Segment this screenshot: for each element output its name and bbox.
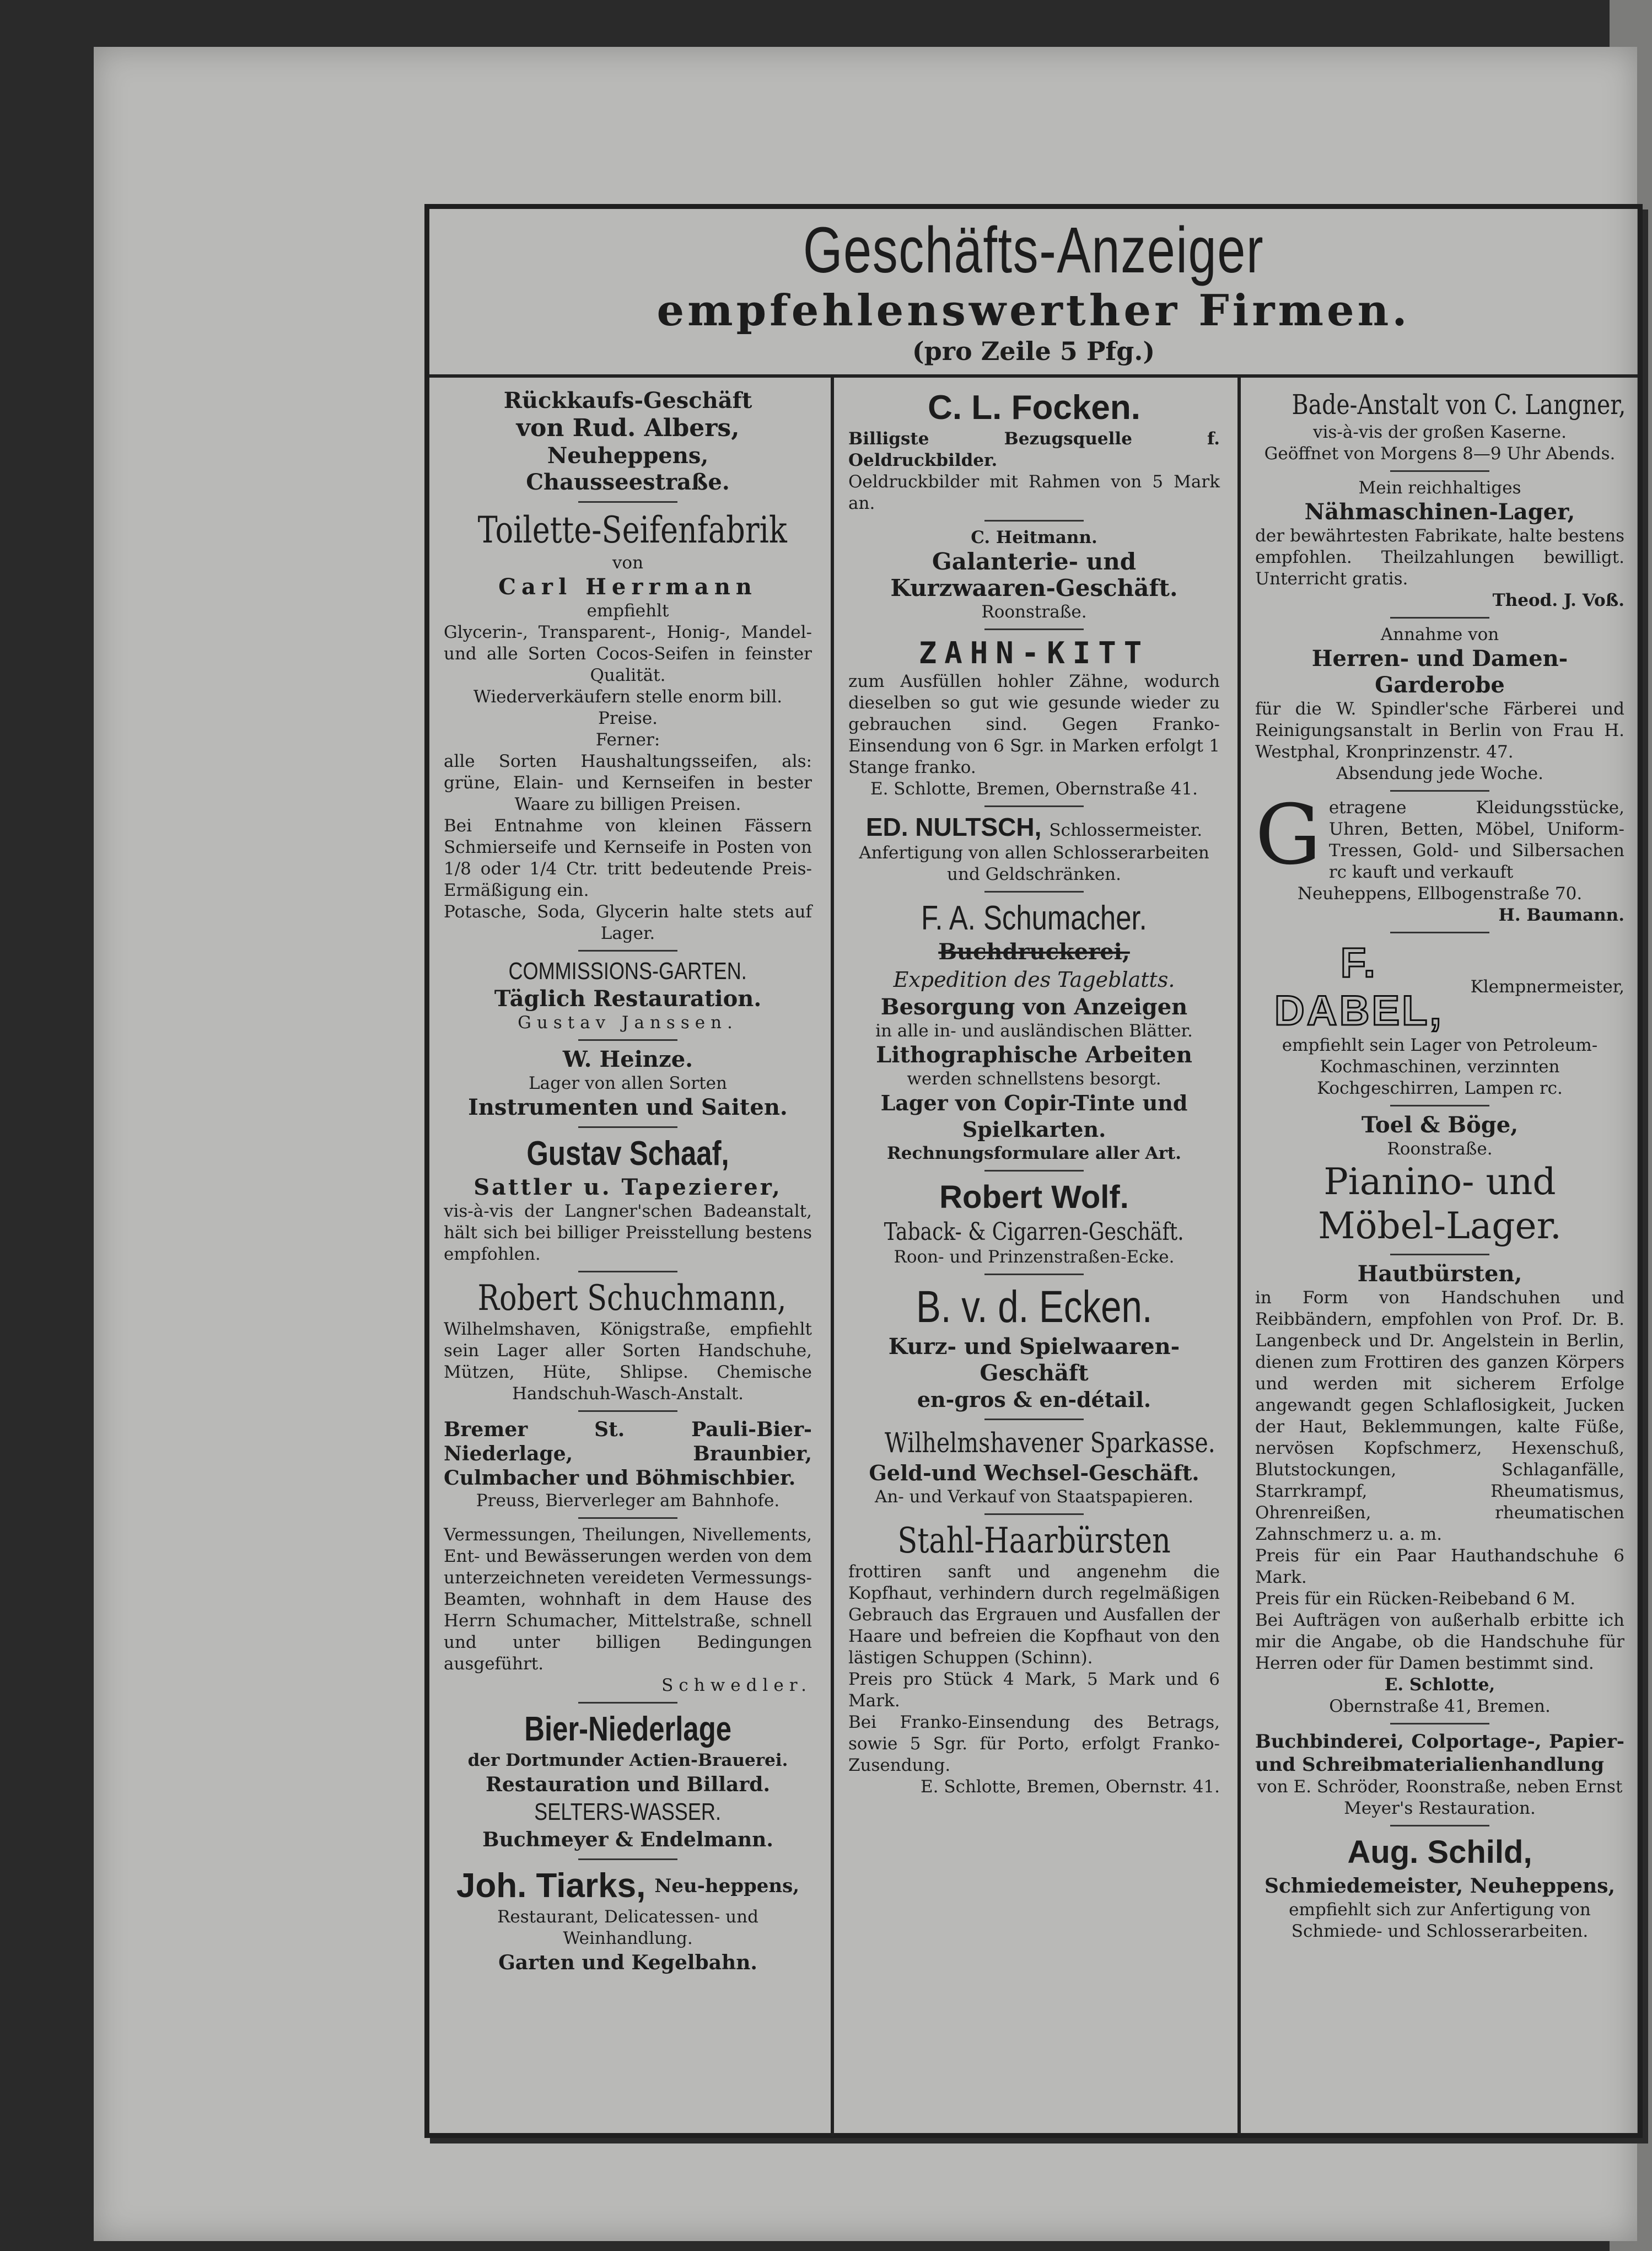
ad-schild bbox=[1255, 1832, 1624, 1942]
divider bbox=[578, 501, 677, 503]
ad-janssen bbox=[444, 957, 812, 1034]
page-title: Geschäfts-Anzeiger bbox=[803, 214, 1264, 287]
divider bbox=[1390, 932, 1489, 933]
ad-line: von Rud. Albers, bbox=[516, 414, 740, 442]
ad-body: Bei Entnahme von kleinen Fässern Schmierseife und Kernseife in Posten von 1/8 oder 1/4 Ctr. tritt bedeutende Preis-Ermäßigung ein. bbox=[444, 816, 812, 900]
ad-body: der bewährtesten Fabrikate, halte bestens empfohlen. Theilzahlungen bewilligt. Unterricht gratis. bbox=[1255, 526, 1624, 589]
newspaper-page bbox=[94, 47, 1637, 2241]
ad-heading: Bier-Niederlage bbox=[524, 1710, 731, 1748]
divider bbox=[984, 628, 1084, 630]
ad-line: Expedition des Tageblatts. bbox=[893, 968, 1175, 992]
divider bbox=[1390, 790, 1489, 792]
divider bbox=[578, 1517, 677, 1519]
ad-schwedler bbox=[444, 1524, 812, 1696]
ad-line: Annahme von bbox=[1380, 625, 1499, 644]
page-subtitle: empfehlenswerther Firmen. bbox=[657, 286, 1411, 336]
ad-focken bbox=[848, 388, 1220, 514]
ad-line: Galanterie- und Kurzwaaren-Geschäft. bbox=[890, 548, 1178, 601]
divider bbox=[984, 805, 1084, 807]
ad-line: Kurz- und Spielwaaren-Geschäft bbox=[888, 1334, 1180, 1386]
divider bbox=[984, 1170, 1084, 1172]
ad-hautbuersten bbox=[1255, 1261, 1624, 1717]
ad-body: alle Sorten Haushaltungsseifen, als: grüne, Elain- und Kernseifen in bester Waare zu billigen Preisen. bbox=[444, 751, 812, 814]
ad-body: etragene Kleidungsstücke, Uhren, Betten, Möbel, Uniform-Tressen, Gold- und Silbersachen rc kauft und verkauft bbox=[1328, 798, 1624, 882]
ad-toel-boege bbox=[1255, 1112, 1624, 1248]
ad-heading: Rückkaufs-Geschäft bbox=[503, 388, 752, 413]
ad-line: Täglich Restauration. bbox=[494, 986, 762, 1012]
advertisement-frame bbox=[424, 204, 1643, 2138]
ad-heading: Toilette-Seifenfabrik bbox=[477, 509, 787, 551]
ad-body: frottiren sanft und angenehm die Kopfhaut, verhindern durch regelmäßigen Gebrauch das Ergrauen und Ausfallen der Haare und befreien die Kopfhaut von den lästigen Schuppen (Schinn). bbox=[848, 1562, 1220, 1668]
ad-line: Besorgung von Anzeigen bbox=[880, 994, 1188, 1020]
ad-body: Buchbinderei, Colportage-, Papier- und Schreibmaterialienhandlung bbox=[1255, 1731, 1624, 1776]
ad-stahl-haarbuersten bbox=[848, 1521, 1220, 1798]
ad-name: W. Heinze. bbox=[562, 1046, 693, 1072]
ad-heading: Pianino- und Möbel-Lager. bbox=[1318, 1161, 1562, 1247]
ad-name-row bbox=[1255, 939, 1624, 1035]
ad-signature: E. Schlotte, bbox=[1384, 1675, 1495, 1695]
ad-name: Carl Herrmann bbox=[498, 574, 757, 600]
divider bbox=[1390, 1825, 1489, 1826]
ad-line: Taback- & Cigarren-Geschäft. bbox=[884, 1218, 1185, 1246]
divider bbox=[1390, 1254, 1489, 1255]
divider bbox=[578, 1271, 677, 1272]
ad-signature: E. Schlotte, Bremen, Obernstraße 41. bbox=[870, 779, 1198, 799]
ad-signature: Theod. J. Voß. bbox=[1492, 590, 1624, 610]
ad-name: B. v. d. Ecken. bbox=[916, 1282, 1153, 1332]
ad-ecken bbox=[848, 1281, 1220, 1413]
ad-herrmann bbox=[444, 508, 812, 944]
ad-westphal bbox=[1255, 624, 1624, 785]
ad-body: Anfertigung von allen Schlosserarbeiten und Geldschränken. bbox=[859, 843, 1209, 884]
divider bbox=[578, 1410, 677, 1412]
ad-signature: Schwedler. bbox=[661, 1675, 812, 1695]
ad-line: Lager von Copir-Tinte und Spielkarten. bbox=[880, 1090, 1188, 1142]
ad-name: F. DABEL, bbox=[1274, 939, 1444, 1034]
ad-name: F. A. Schumacher. bbox=[921, 899, 1147, 937]
ad-line: werden schnellstens besorgt. bbox=[907, 1069, 1161, 1089]
divider bbox=[1390, 470, 1489, 472]
ad-schaaf bbox=[444, 1133, 812, 1265]
ad-name: Aug. Schild, bbox=[1347, 1834, 1532, 1870]
ad-name: C. L. Focken. bbox=[928, 389, 1140, 427]
ad-body: Bei Aufträgen von außerhalb erbitte ich mir die Angabe, ob die Handschuhe für Herren oder für Damen bestimmt sind. bbox=[1255, 1610, 1624, 1673]
ad-line: Preuss, Bierverleger am Bahnhofe. bbox=[476, 1491, 780, 1511]
ad-name-row bbox=[444, 1866, 812, 1906]
ad-voss bbox=[1255, 477, 1624, 611]
ad-line: Roon- und Prinzenstraßen-Ecke. bbox=[894, 1247, 1175, 1267]
divider bbox=[1390, 617, 1489, 619]
ad-heading: Hautbürsten, bbox=[1357, 1261, 1522, 1287]
ad-line: der Dortmunder Actien-Brauerei. bbox=[467, 1750, 788, 1770]
ad-line: Nähmaschinen-Lager, bbox=[1304, 499, 1575, 525]
ad-name: ED. NULTSCH, bbox=[865, 813, 1042, 841]
ad-line: Roonstraße. bbox=[981, 602, 1087, 622]
divider bbox=[578, 1702, 677, 1704]
ad-body: Wiederverkäufern stelle enorm bill. Preise. bbox=[473, 687, 783, 728]
ad-line: Buchdruckerei, bbox=[938, 939, 1130, 965]
ad-langner bbox=[1255, 388, 1624, 465]
ad-line: von bbox=[612, 553, 644, 573]
ad-side-note: Neu-heppens, bbox=[654, 1875, 800, 1897]
ad-dabel bbox=[1255, 939, 1624, 1099]
drop-cap: G bbox=[1255, 787, 1321, 883]
ad-name: Joh. Tiarks, bbox=[456, 1867, 646, 1905]
ad-body: in Form von Handschuhen und Reibbändern, empfohlen von Prof. Dr. B. Langenbeck und Dr. Angelstein in Berlin, dienen zum Frottiren des ganzen Körpers und werden mit sicherem Erfolge angewandt gegen Schlaflosigkeit, Jucken der Haut, Beklemmungen, kalte Füße, nervösen Kopfschmerz, Hexenschuß, Blutstockungen, Schlaganfälle, Starrkrampf, Rheumatismus, Ohrenreißen, rheumatischen Zahnschmerz u. a. m. bbox=[1255, 1288, 1624, 1544]
divider bbox=[984, 891, 1084, 893]
ad-schuchmann bbox=[444, 1278, 812, 1405]
ad-heinze bbox=[444, 1046, 812, 1121]
ad-body: Vermessungen, Theilungen, Nivellements, Ent- und Bewässerungen werden von dem unterzeichneten vereideten Vermessungs-Beamten, wohnhaft in dem Hause des Herrn Schumacher, Mittelstraße, schnell und unter billigen Bedingungen ausgeführt. bbox=[444, 1525, 812, 1674]
ad-line: Geld-und Wechsel-Geschäft. bbox=[869, 1460, 1199, 1485]
ad-line: Lithographische Arbeiten bbox=[876, 1042, 1192, 1068]
ad-tiarks bbox=[444, 1866, 812, 1976]
ad-wolf bbox=[848, 1177, 1220, 1268]
divider bbox=[984, 1513, 1084, 1515]
ad-sparkasse bbox=[848, 1426, 1220, 1508]
ad-line: An- und Verkauf von Staatspapieren. bbox=[874, 1487, 1193, 1507]
ad-body: Preis für ein Paar Hauthandschuhe 6 Mark. bbox=[1255, 1546, 1624, 1587]
ad-line: en-gros & en-détail. bbox=[917, 1387, 1151, 1412]
divider bbox=[984, 1274, 1084, 1275]
ad-name: Wilhelmshavener Sparkasse. bbox=[884, 1427, 1215, 1459]
ad-line: SELTERS-WASSER. bbox=[534, 1798, 722, 1825]
ad-schumacher bbox=[848, 898, 1220, 1164]
ad-line: Herren- und Damen-Garderobe bbox=[1311, 646, 1568, 698]
ad-bier-niederlage bbox=[444, 1709, 812, 1853]
ad-body: für die W. Spindler'sche Färberei und Reinigungsanstalt in Berlin von Frau H. Westphal, Kronprinzenstr. 47. bbox=[1255, 699, 1624, 762]
ad-name: Bade-Anstalt von C. Langner, bbox=[1292, 389, 1626, 421]
ad-body: empfiehlt sein Lager von Petroleum-Kochmaschinen, verzinnten Kochgeschirren, Lampen rc. bbox=[1282, 1035, 1598, 1098]
ad-line: Lager von allen Sorten bbox=[529, 1073, 727, 1093]
ad-heading: ZAHN-KITT bbox=[918, 636, 1150, 670]
ad-nultsch bbox=[848, 813, 1220, 885]
divider bbox=[984, 520, 1084, 522]
ad-line: Restauration und Billard. bbox=[485, 1773, 771, 1796]
ad-schroeder bbox=[1255, 1730, 1624, 1819]
ad-body: Ferner: bbox=[595, 730, 660, 750]
column-left bbox=[429, 378, 826, 2136]
ad-name: Robert Schuchmann, bbox=[477, 1278, 787, 1319]
ad-line: Mein reichhaltiges bbox=[1358, 478, 1521, 498]
ad-line: Roonstraße. bbox=[1387, 1139, 1493, 1159]
ad-name: Gustav Schaaf, bbox=[526, 1135, 729, 1173]
ad-body: zum Ausfüllen hohler Zähne, wodurch dieselben so gut wie gesunde wieder zu gebrauchen sind. Gegen Franko-Einsendung von 6 Sgr. in Marken erfolgt 1 Stange franko. bbox=[848, 671, 1220, 777]
ad-heading: Stahl-Haarbürsten bbox=[897, 1521, 1171, 1561]
ad-line: Restaurant, Delicatessen- und Weinhandlung. bbox=[497, 1907, 758, 1948]
column-right bbox=[1237, 378, 1639, 2136]
ad-signature: H. Baumann. bbox=[1498, 905, 1624, 925]
divider bbox=[578, 1858, 677, 1860]
ad-heitmann bbox=[848, 527, 1220, 623]
ad-preuss bbox=[444, 1417, 812, 1512]
ad-line: Neuheppens, Ellbogenstraße 70. bbox=[1297, 884, 1583, 904]
ad-albers bbox=[444, 388, 812, 496]
ad-body: Billigste Bezugsquelle f. Oeldruckbilder. bbox=[848, 429, 1220, 470]
ad-body: Potasche, Soda, Glycerin halte stets auf Lager. bbox=[444, 902, 812, 943]
ad-body: Preis pro Stück 4 Mark, 5 Mark und 6 Mark. bbox=[848, 1669, 1220, 1711]
ad-line: Neuheppens, Chausseestraße. bbox=[526, 443, 730, 495]
ad-name: Toel & Böge, bbox=[1361, 1112, 1519, 1138]
ad-line: Instrumenten und Saiten. bbox=[468, 1094, 788, 1120]
ad-line: in alle in- und ausländischen Blätter. bbox=[875, 1021, 1193, 1041]
ad-body: Glycerin-, Transparent-, Honig-, Mandel- und alle Sorten Cocos-Seifen in feinster Qualität. bbox=[444, 622, 812, 685]
column-middle bbox=[831, 378, 1234, 2136]
ad-line: vis-à-vis der großen Kaserne. bbox=[1313, 422, 1567, 442]
ad-signature: Obernstraße 41, Bremen. bbox=[1329, 1696, 1551, 1716]
ad-name-row bbox=[848, 813, 1220, 842]
ad-body: Preis für ein Rücken-Reibeband 6 M. bbox=[1255, 1589, 1576, 1609]
ad-line: Schmiedemeister, Neuheppens, bbox=[1264, 1874, 1615, 1898]
ad-zahn-kitt bbox=[848, 636, 1220, 800]
ad-line: Absendung jede Woche. bbox=[1336, 764, 1543, 783]
ad-baumann bbox=[1255, 787, 1624, 926]
ad-line: Garten und Kegelbahn. bbox=[498, 1951, 757, 1974]
ad-line: Sattler u. Tapezierer, bbox=[473, 1174, 782, 1200]
ad-body: Bremer St. Pauli-Bier-Niederlage, Braunbier, Culmbacher und Böhmischbier. bbox=[444, 1418, 812, 1490]
ad-line: Buchmeyer & Endelmann. bbox=[482, 1828, 773, 1851]
divider bbox=[984, 1419, 1084, 1420]
ad-line: Geöffnet von Morgens 8—9 Uhr Abends. bbox=[1264, 444, 1616, 464]
ad-name: C. Heitmann. bbox=[971, 528, 1097, 547]
line-rate: (pro Zeile 5 Pfg.) bbox=[912, 336, 1155, 366]
ad-body: empfiehlt sich zur Anfertigung von Schmiede- und Schlosserarbeiten. bbox=[1289, 1900, 1591, 1941]
divider bbox=[578, 950, 677, 952]
ad-name: Robert Wolf. bbox=[939, 1179, 1129, 1215]
ad-body: Wilhelmshaven, Königstraße, empfiehlt sein Lager aller Sorten Handschuhe, Mützen, Hüte, Shlipse. Chemische Handschuh-Wasch-Anstalt. bbox=[444, 1319, 812, 1404]
ad-signature: E. Schlotte, Bremen, Obernstr. 41. bbox=[921, 1777, 1220, 1797]
ad-line: Rechnungsformulare aller Art. bbox=[886, 1143, 1182, 1163]
ad-body: Bei Franko-Einsendung des Betrags, sowie 5 Sgr. für Porto, erfolgt Franko-Zusendung. bbox=[848, 1712, 1220, 1775]
divider bbox=[1390, 1105, 1489, 1106]
ad-trade: Schlossermeister. bbox=[1049, 820, 1203, 840]
divider bbox=[578, 1039, 677, 1041]
masthead bbox=[429, 209, 1638, 378]
ad-heading: COMMISSIONS-GARTEN. bbox=[508, 958, 747, 985]
ad-body: vis-à-vis der Langner'schen Badeanstalt, hält sich bei billiger Preisstellung bestens empfohlen. bbox=[444, 1201, 812, 1264]
ad-body: Oeldruckbilder mit Rahmen von 5 Mark an. bbox=[848, 472, 1220, 513]
ad-line: Gustav Janssen. bbox=[518, 1013, 738, 1033]
divider bbox=[1390, 1723, 1489, 1724]
ad-body: von E. Schröder, Roonstraße, neben Ernst Meyer's Restauration. bbox=[1257, 1777, 1623, 1818]
ad-line: empfiehlt bbox=[586, 601, 669, 621]
ad-side-note: Klempnermeister, bbox=[1470, 977, 1624, 997]
divider bbox=[578, 1126, 677, 1128]
